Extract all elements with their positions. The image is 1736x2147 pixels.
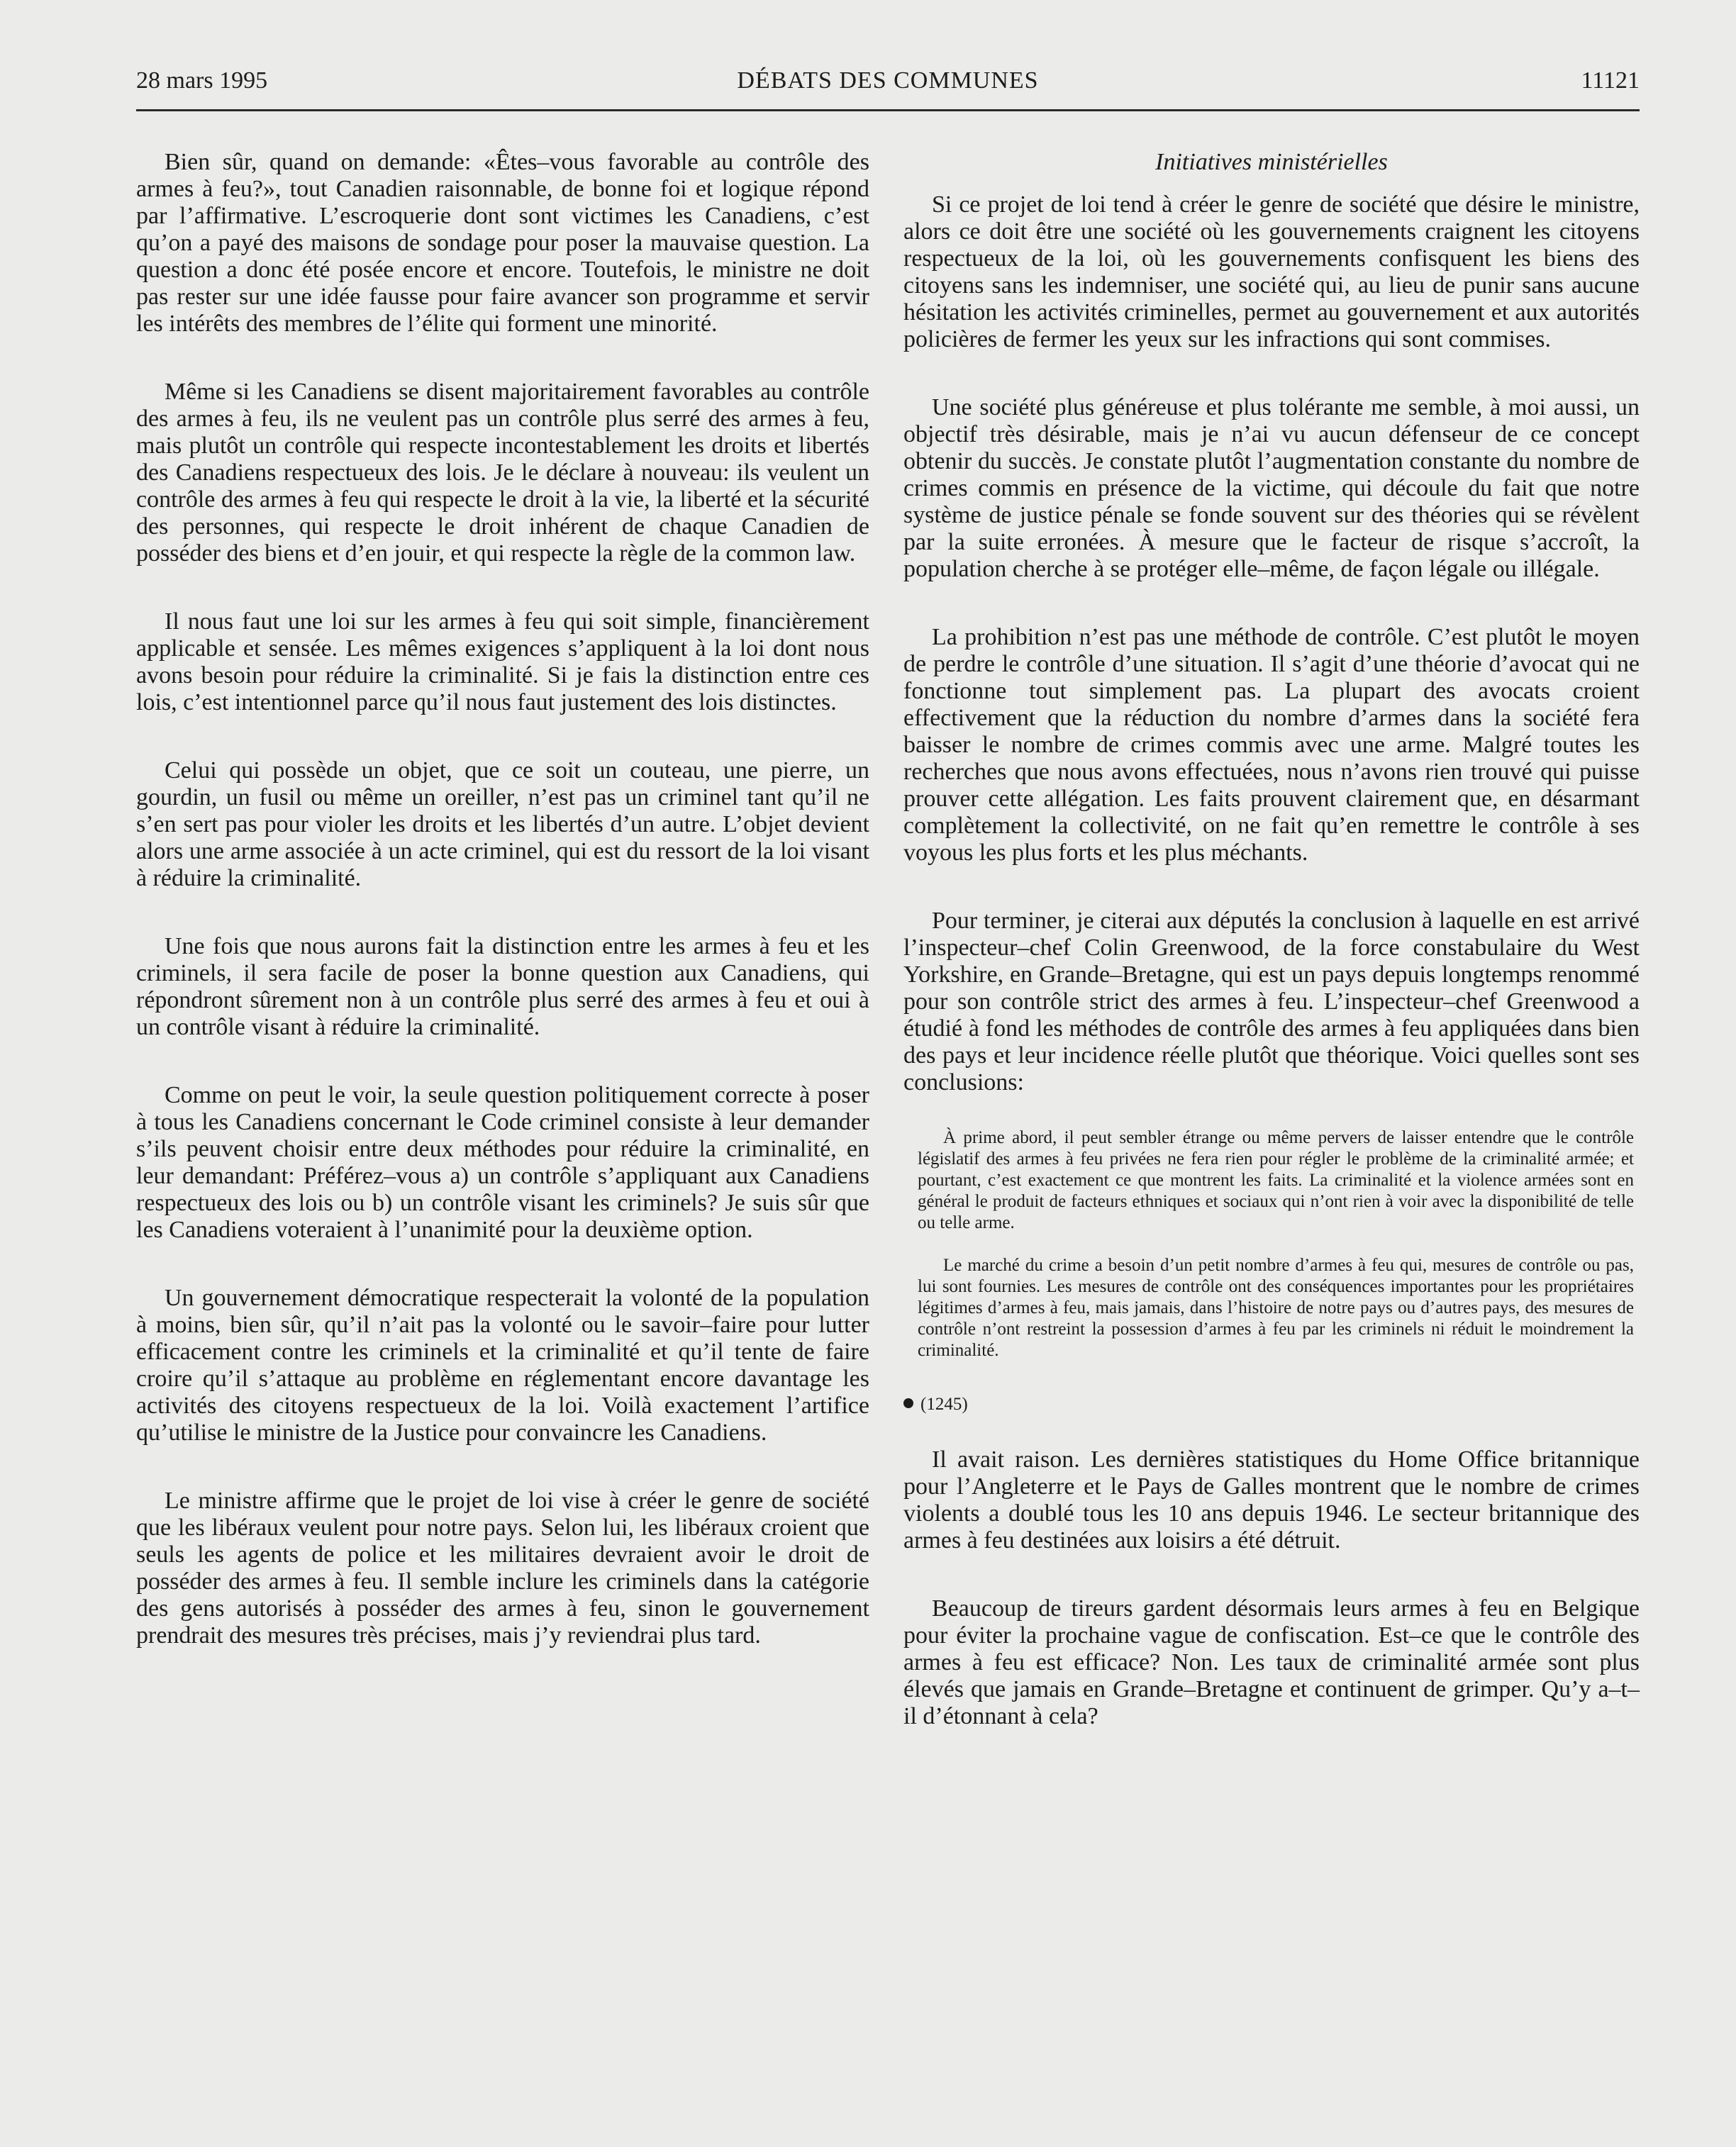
paragraph: Pour terminer, je citerai aux députés la conclusion à laquelle en est arrivé l’inspecteur–chef Colin Greenwood, de la force constabulaire du West Yorkshire, en Grande–Bretagne, qui est un pays depuis longtemps renommé pour son contrôle strict des armes à feu. L’inspecteur–chef Greenwood a étudié à fond les méthodes de contrôle des armes à feu appliquées dans bien des pays et leur incidence réelle plutôt que théorique. Voici quelles sont ses conclusions:	[903, 908, 1640, 1095]
paragraph: Beaucoup de tireurs gardent désormais leurs armes à feu en Belgique pour éviter la prochaine vague de confiscation. Est–ce que le contrôle des armes à feu est efficace? Non. Les taux de criminalité armée sont plus élevés que jamais en Grande–Bretagne et continuent de grimper. Qu’y a–t–il d’étonnant à cela?	[903, 1595, 1640, 1729]
paragraph: Celui qui possède un objet, que ce soit un couteau, une pierre, un gourdin, un fusil ou même un oreiller, n’est pas un criminel tant qu’il ne s’en sert pas pour violer les droits et les libertés d’un autre. L’objet devient alors une arme associée à un acte criminel, qui est du ressort de la loi visant à réduire la criminalité.	[136, 757, 869, 891]
block-quote	[903, 1127, 1640, 1361]
paragraph: Il avait raison. Les dernières statistiques du Home Office britannique pour l’Angleterre et le Pays de Galles montrent que le nombre de crimes violents a doublé tous les 10 ans depuis 1946. Le secteur britannique des armes à feu destinées aux loisirs a été détruit.	[903, 1446, 1640, 1554]
right-column	[903, 149, 1640, 1730]
page-number: 11121	[1581, 67, 1640, 94]
paragraph: Une société plus généreuse et plus tolérante me semble, à moi aussi, un objectif très désirable, mais je n’ai vu aucun défenseur de ce concept obtenir du succès. Je constate plutôt l’augmentation constante du nombre de crimes commis en présence de la victime, qui découle du fait que notre système de justice pénale se fonde souvent sur des théories qui se révèlent par la suite erronées. À mesure que le facteur de risque s’accroît, la population cherche à se protéger elle–même, de façon légale ou illégale.	[903, 394, 1640, 582]
timestamp-marker	[903, 1394, 1640, 1415]
header-date: 28 mars 1995	[136, 67, 268, 94]
section-title: Initiatives ministérielles	[1155, 149, 1388, 175]
timestamp: (1245)	[920, 1395, 968, 1414]
paragraph: La prohibition n’est pas une méthode de contrôle. C’est plutôt le moyen de perdre le contrôle d’une situation. Il s’agit d’une théorie d’avocat qui ne fonctionne tout simplement pas. La plupart des avocats croient effectivement que la réduction du nombre d’armes dans la société fera baisser le nombre de crimes commis avec une arme. Malgré toutes les recherches que nous avons effectuées, nous n’avons rien trouvé qui puisse prouver cette allégation. Les faits prouvent clairement que, en désarmant complètement la collectivité, on ne fait qu’en remettre le contrôle à ses voyous les plus forts et les plus méchants.	[903, 624, 1640, 866]
header-title: DÉBATS DES COMMUNES	[737, 67, 1039, 94]
running-header	[136, 65, 1640, 111]
paragraph: Bien sûr, quand on demande: «Êtes–vous favorable au contrôle des armes à feu?», tout Canadien raisonnable, de bonne foi et logique répond par l’affirmative. L’escroquerie dont sont victimes les Canadiens, c’est qu’on a payé des maisons de sondage pour poser la mauvaise question. La question a donc été posée encore et encore. Toutefois, le ministre ne doit pas rester sur une idée fausse pour faire avancer son programme et servir les intérêts des membres de l’élite qui forment une minorité.	[136, 149, 869, 337]
paragraph: Un gouvernement démocratique respecterait la volonté de la population à moins, bien sûr, qu’il n’ait pas la volonté ou le savoir–faire pour lutter efficacement contre les criminels et la criminalité et qu’il tente de faire croire qu’il s’attaque au problème en réglementant encore davantage les activités des citoyens respectueux de la loi. Voilà exactement l’artifice qu’utilise le ministre de la Justice pour convaincre les Canadiens.	[136, 1285, 869, 1446]
paragraph: Comme on peut le voir, la seule question politiquement correcte à poser à tous les Canadiens concernant le Code criminel consiste à leur demander s’ils peuvent choisir entre deux méthodes pour réduire la criminalité, en leur demandant: Préférez–vous a) un contrôle s’appliquant aux Canadiens respectueux des lois ou b) un contrôle visant les criminels? Je suis sûr que les Canadiens voteraient à l’unanimité pour la deuxième option.	[136, 1082, 869, 1243]
paragraph: Si ce projet de loi tend à créer le genre de société que désire le ministre, alors ce doit être une société où les gouvernements craignent les citoyens respectueux de la loi, où les gouvernements confisquent les biens des citoyens sans les indemniser, une société qui, au lieu de punir sans aucune hésitation les activités criminelles, permet au gouvernement et aux autorités policières de fermer les yeux sur les infractions qui sont commises.	[903, 191, 1640, 352]
paragraph: Même si les Canadiens se disent majoritairement favorables au contrôle des armes à feu, ils ne veulent pas un contrôle plus serré des armes à feu, mais plutôt un contrôle qui respecte incontestablement les droits et libertés des Canadiens respectueux des lois. Je le déclare à nouveau: ils veulent un contrôle des armes à feu qui respecte le droit à la vie, la liberté et la sécurité des personnes, qui respecte le droit inhérent de chaque Canadien de posséder des biens et d’en jouir, et qui respecte la règle de la common law.	[136, 379, 869, 567]
paragraph: Le ministre affirme que le projet de loi vise à créer le genre de société que les libéraux veulent pour notre pays. Selon lui, les libéraux croient que seuls les agents de police et les militaires devraient avoir le droit de posséder des armes à feu. Il semble inclure les criminels dans la catégorie des gens autorisés à posséder des armes à feu, sinon le gouvernement prendrait des mesures très précises, mais j’y reviendrai plus tard.	[136, 1488, 869, 1649]
bullet-icon	[903, 1398, 913, 1408]
quote-paragraph: À prime abord, il peut sembler étrange ou même pervers de laisser entendre que le contrôle législatif des armes à feu privées ne fera rien pour régler le problème de la criminalité armée; et pourtant, c’est exactement ce que montrent les faits. La criminalité et la violence armées sont en général le produit de facteurs ethniques et sociaux qui n’ont rien à voir avec la disponibilité de telle ou telle arme.	[918, 1128, 1634, 1232]
quote-paragraph: Le marché du crime a besoin d’un petit nombre d’armes à feu qui, mesures de contrôle ou pas, lui sont fournies. Les mesures de contrôle ont des conséquences importantes pour les propriétaires légitimes d’armes à feu, mais jamais, dans l’histoire de notre pays ou d’autres pays, des mesures de contrôle n’ont restreint la possession d’armes à feu par les criminels ni réduit le moindrement la criminalité.	[918, 1256, 1634, 1360]
paragraph: Une fois que nous aurons fait la distinction entre les armes à feu et les criminels, il sera facile de poser la bonne question aux Canadiens, qui répondront sûrement non à un contrôle plus serré des armes à feu et oui à un contrôle visant à réduire la criminalité.	[136, 933, 869, 1040]
left-column	[136, 149, 869, 1649]
paragraph: Il nous faut une loi sur les armes à feu qui soit simple, financièrement applicable et sensée. Les mêmes exigences s’appliquent à la loi dont nous avons besoin pour réduire la criminalité. Si je fais la distinction entre ces lois, c’est intentionnel parce qu’il nous faut justement des lois distinctes.	[136, 608, 869, 715]
